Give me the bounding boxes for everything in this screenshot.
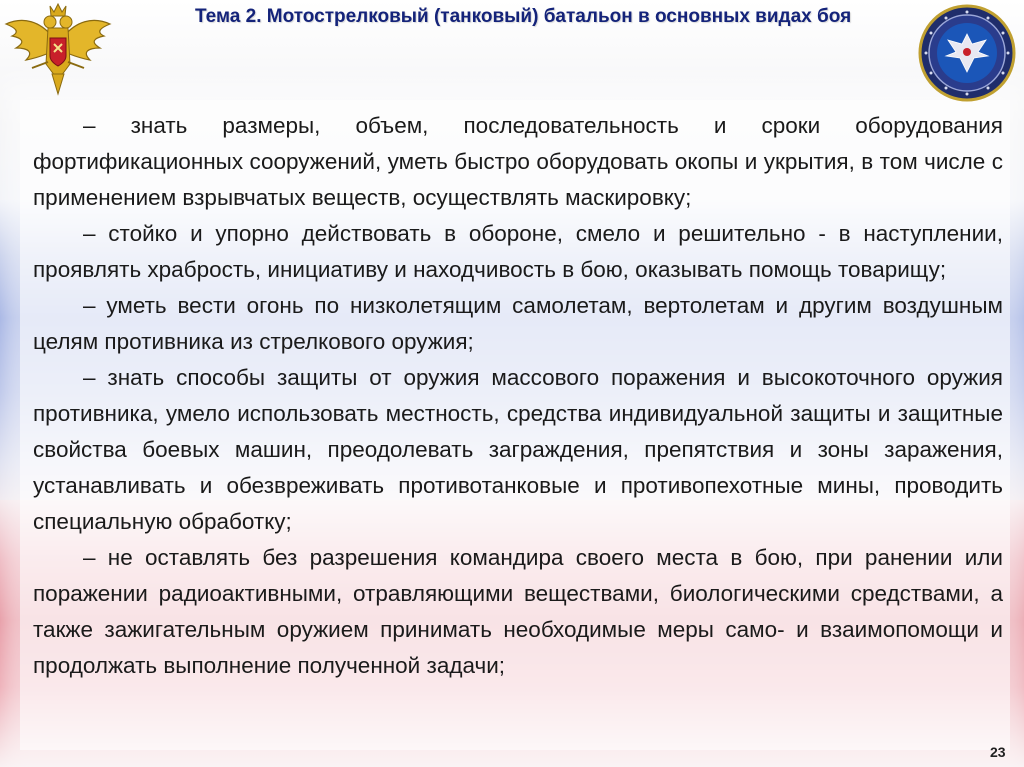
body-paragraph: – уметь вести огонь по низколетящим самолетам, вертолетам и другим воздушным целям противника из стрелкового оружия; [33,293,1003,354]
double-headed-eagle-emblem-icon [2,2,114,98]
slide-header [0,0,1024,100]
page-number: 23 [990,744,1006,760]
body-paragraph: – знать размеры, объем, последовательность и сроки оборудования фортификационных сооружений, уметь быстро оборудовать окопы и укрытия, в том числе с применением взрывчатых веществ, осуществлять маскировку; [33,113,1003,210]
body-paragraph: – стойко и упорно действовать в обороне, смело и решительно - в наступлении, проявлять храбрость, инициативу и находчивость в бою, оказывать помощь товарищу; [33,221,1003,282]
slide-body [33,108,1003,684]
slide-title: Тема 2. Мотострелковый (танковый) батальон в основных видах боя [195,6,852,27]
body-paragraph: – не оставлять без разрешения командира своего места в бою, при ранении или поражении радиоактивными, отравляющими веществами, биологическими средствами, а также зажигательным оружием принимать необходимые меры само- и взаимопомощи и продолжать выполнение полученной задачи; [33,545,1003,678]
body-paragraph: – знать способы защиты от оружия массового поражения и высокоточного оружия противника, умело использовать местность, средства индивидуальной защиты и защитные свойства боевых машин, преодолевать заграждения, препятствия и зоны заражения, устанавливать и обезвреживать противотанковые и противопехотные мины, проводить специальную обработку; [33,365,1003,534]
round-academy-seal-icon [918,4,1016,102]
